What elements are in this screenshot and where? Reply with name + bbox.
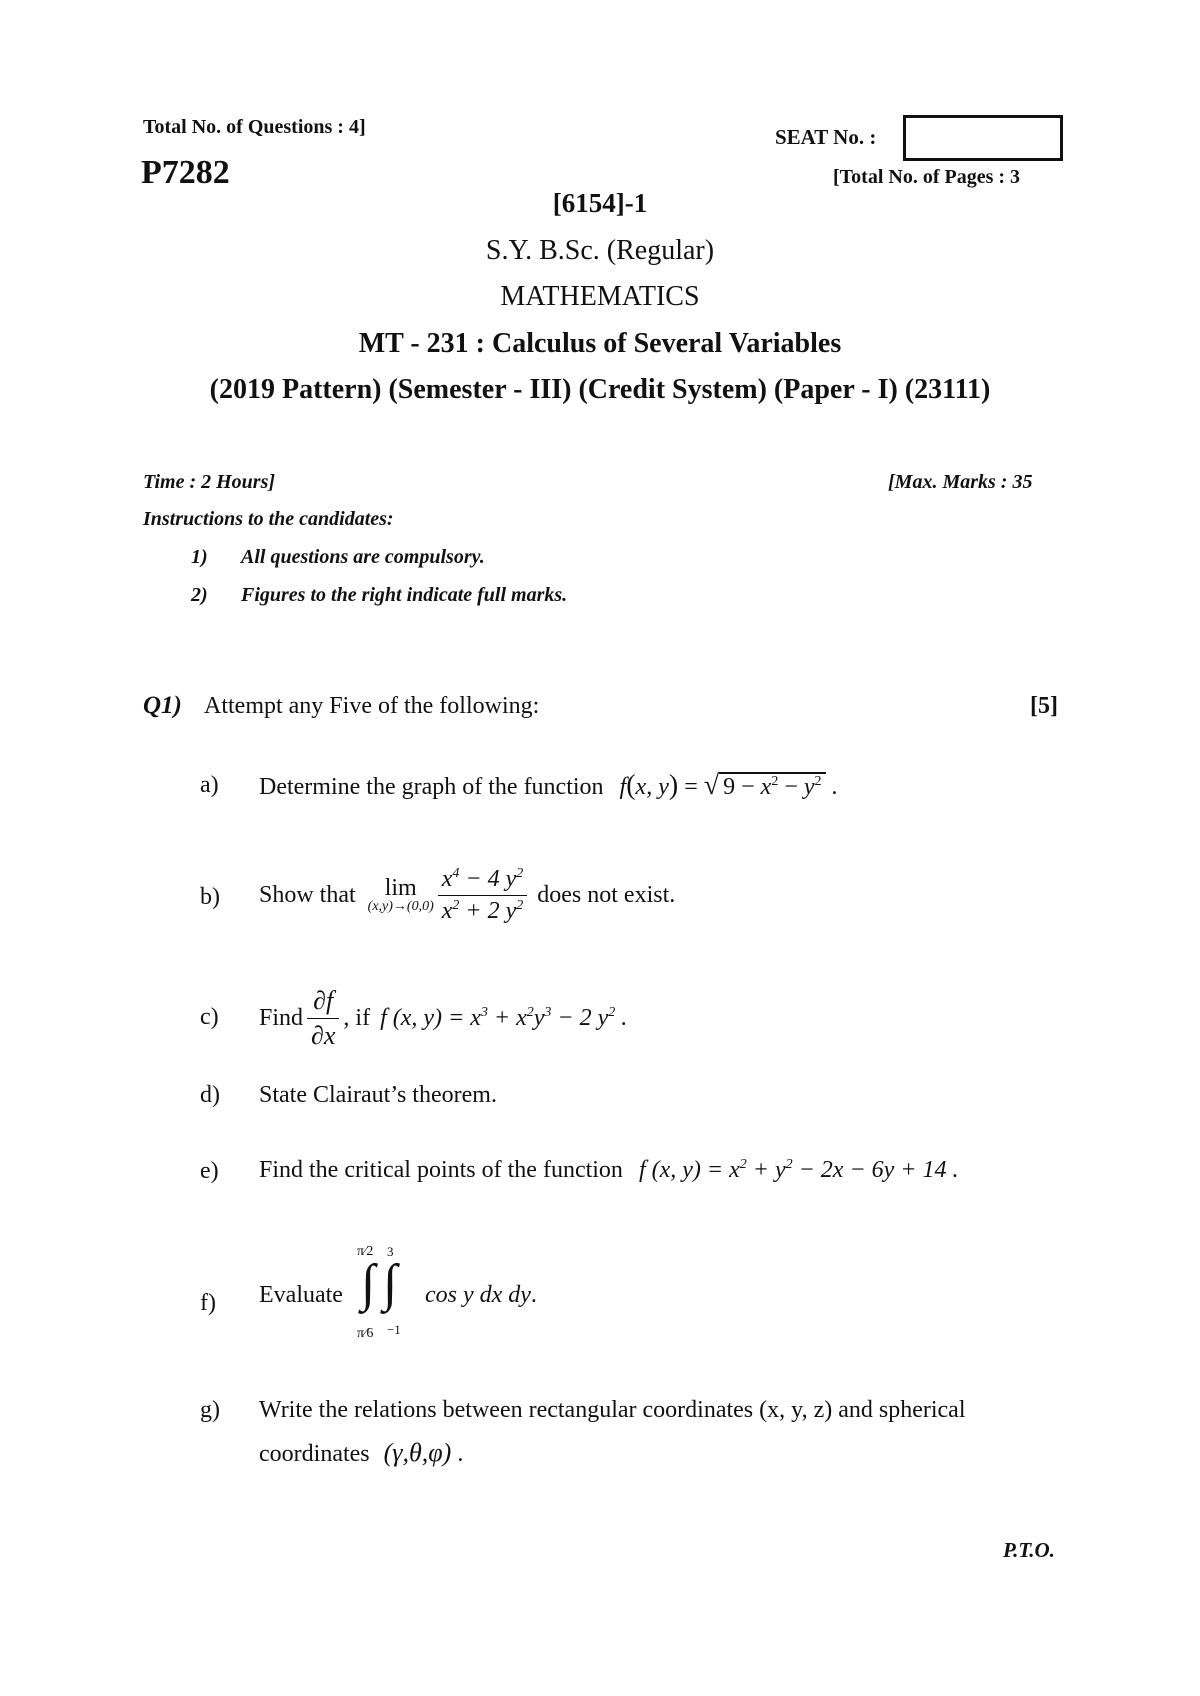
- paren: (: [626, 770, 636, 801]
- integral-sign: ∫: [360, 1255, 376, 1312]
- lower-limit-inner: −1: [386, 1322, 401, 1337]
- question-text: Attempt any Five of the following:: [204, 693, 540, 719]
- part-a: Determine the graph of the function f(x, y) = √ $9 - x^2 - y^2$ .: [259, 770, 838, 801]
- instruction-number: 1): [191, 546, 208, 568]
- part-letter: c): [200, 1004, 219, 1030]
- fraction-numerator: $x^4 - 4$ $y^2$: [438, 866, 528, 896]
- fraction-denominator: $x^2 + 2$ $y^2$: [441, 897, 524, 924]
- part-text: Find: [259, 1004, 304, 1031]
- paper-title: MT - 231 : Calculus of Several Variables: [358, 328, 842, 359]
- limit-fraction: [438, 866, 528, 925]
- exam-code: [6154]-1: [552, 188, 648, 218]
- part-text: does not exist.: [537, 881, 676, 908]
- sqrt-symbol: √: [703, 770, 720, 801]
- part-text: Show that: [259, 881, 356, 908]
- pattern-line: (2019 Pattern) (Semester - III) (Credit System) (Paper - I) (23111): [209, 374, 991, 405]
- instructions-title: Instructions to the candidates:: [143, 508, 394, 530]
- upper-limit-outer: π⁄2: [356, 1244, 374, 1259]
- double-integral: [355, 1240, 425, 1350]
- part-text: coordinates: [259, 1441, 370, 1467]
- seat-label: SEAT No. :: [775, 125, 877, 149]
- instruction-text: Figures to the right indicate full marks.: [241, 584, 568, 606]
- part-e: [259, 1157, 959, 1184]
- fraction-numerator: ∂f: [307, 986, 339, 1019]
- part-text: Determine the graph of the function: [259, 774, 604, 800]
- paper-code: P7282: [141, 154, 230, 191]
- fraction-denominator: ∂x: [311, 1020, 336, 1050]
- sqrt-radicand: $9 - x^2 - y^2$: [719, 772, 825, 801]
- instruction-number: 2): [191, 584, 208, 606]
- time-label: Time : 2 Hours]: [143, 471, 276, 493]
- pto-label: P.T.O.: [1003, 1538, 1055, 1562]
- seat-number-box[interactable]: [903, 115, 1063, 161]
- variables: x, y: [635, 774, 669, 800]
- total-pages: [Total No. of Pages : 3: [833, 166, 1021, 188]
- question-label: Q1): [143, 692, 182, 719]
- integral-sign: ∫: [382, 1255, 398, 1312]
- part-text: Write the relations between rectangular coordinates (x, y, z) and spherical: [259, 1397, 966, 1423]
- limit-label: lim: [384, 875, 417, 901]
- limit: [368, 876, 434, 914]
- course-title: S.Y. B.Sc. (Regular): [485, 235, 715, 266]
- part-f: Evaluate π⁄2 3 ∫ ∫ π⁄6 −1 cos y dx dy .: [259, 1240, 537, 1350]
- part-letter: f): [200, 1290, 216, 1316]
- part-b: [259, 855, 675, 935]
- total-questions: Total No. of Questions : 4]: [143, 116, 366, 138]
- part-text: Find the critical points of the function: [259, 1157, 623, 1183]
- instruction-text: All questions are compulsory.: [241, 546, 485, 568]
- function-expression: f: [619, 774, 627, 800]
- subject-title: MATHEMATICS: [500, 281, 700, 312]
- part-letter: b): [200, 884, 220, 910]
- max-marks-label: [Max. Marks : 35: [888, 471, 1033, 493]
- partial-derivative: [307, 986, 339, 1051]
- question-marks: [5]: [1030, 693, 1058, 719]
- integrand: cos y dx dy: [424, 1281, 531, 1308]
- function-expression: f (x, $y) = x^2 + y^2 - 2x - 6y + 14$ .: [638, 1157, 959, 1183]
- paren: ): [668, 770, 679, 801]
- lower-limit-outer: π⁄6: [356, 1326, 374, 1341]
- spherical-coordinates: (γ,θ,φ): [383, 1438, 452, 1467]
- part-g-line2: coordinates (γ,θ,φ) .: [259, 1438, 464, 1467]
- limit-subscript: (x,y)→(0,0): [367, 899, 434, 914]
- upper-limit-inner: 3: [386, 1244, 394, 1259]
- part-letter: d): [200, 1082, 220, 1108]
- part-letter: g): [200, 1397, 220, 1423]
- part-text: Evaluate: [259, 1281, 343, 1308]
- part-c: [259, 978, 627, 1058]
- part-letter: a): [200, 772, 219, 798]
- part-letter: e): [200, 1158, 219, 1184]
- part-text: , if: [343, 1004, 371, 1031]
- part-text: State Clairaut’s theorem.: [259, 1082, 497, 1108]
- function-expression: f (x, $y) = x^3 + x^2y^3 - 2$ $y^2$ .: [380, 1004, 628, 1031]
